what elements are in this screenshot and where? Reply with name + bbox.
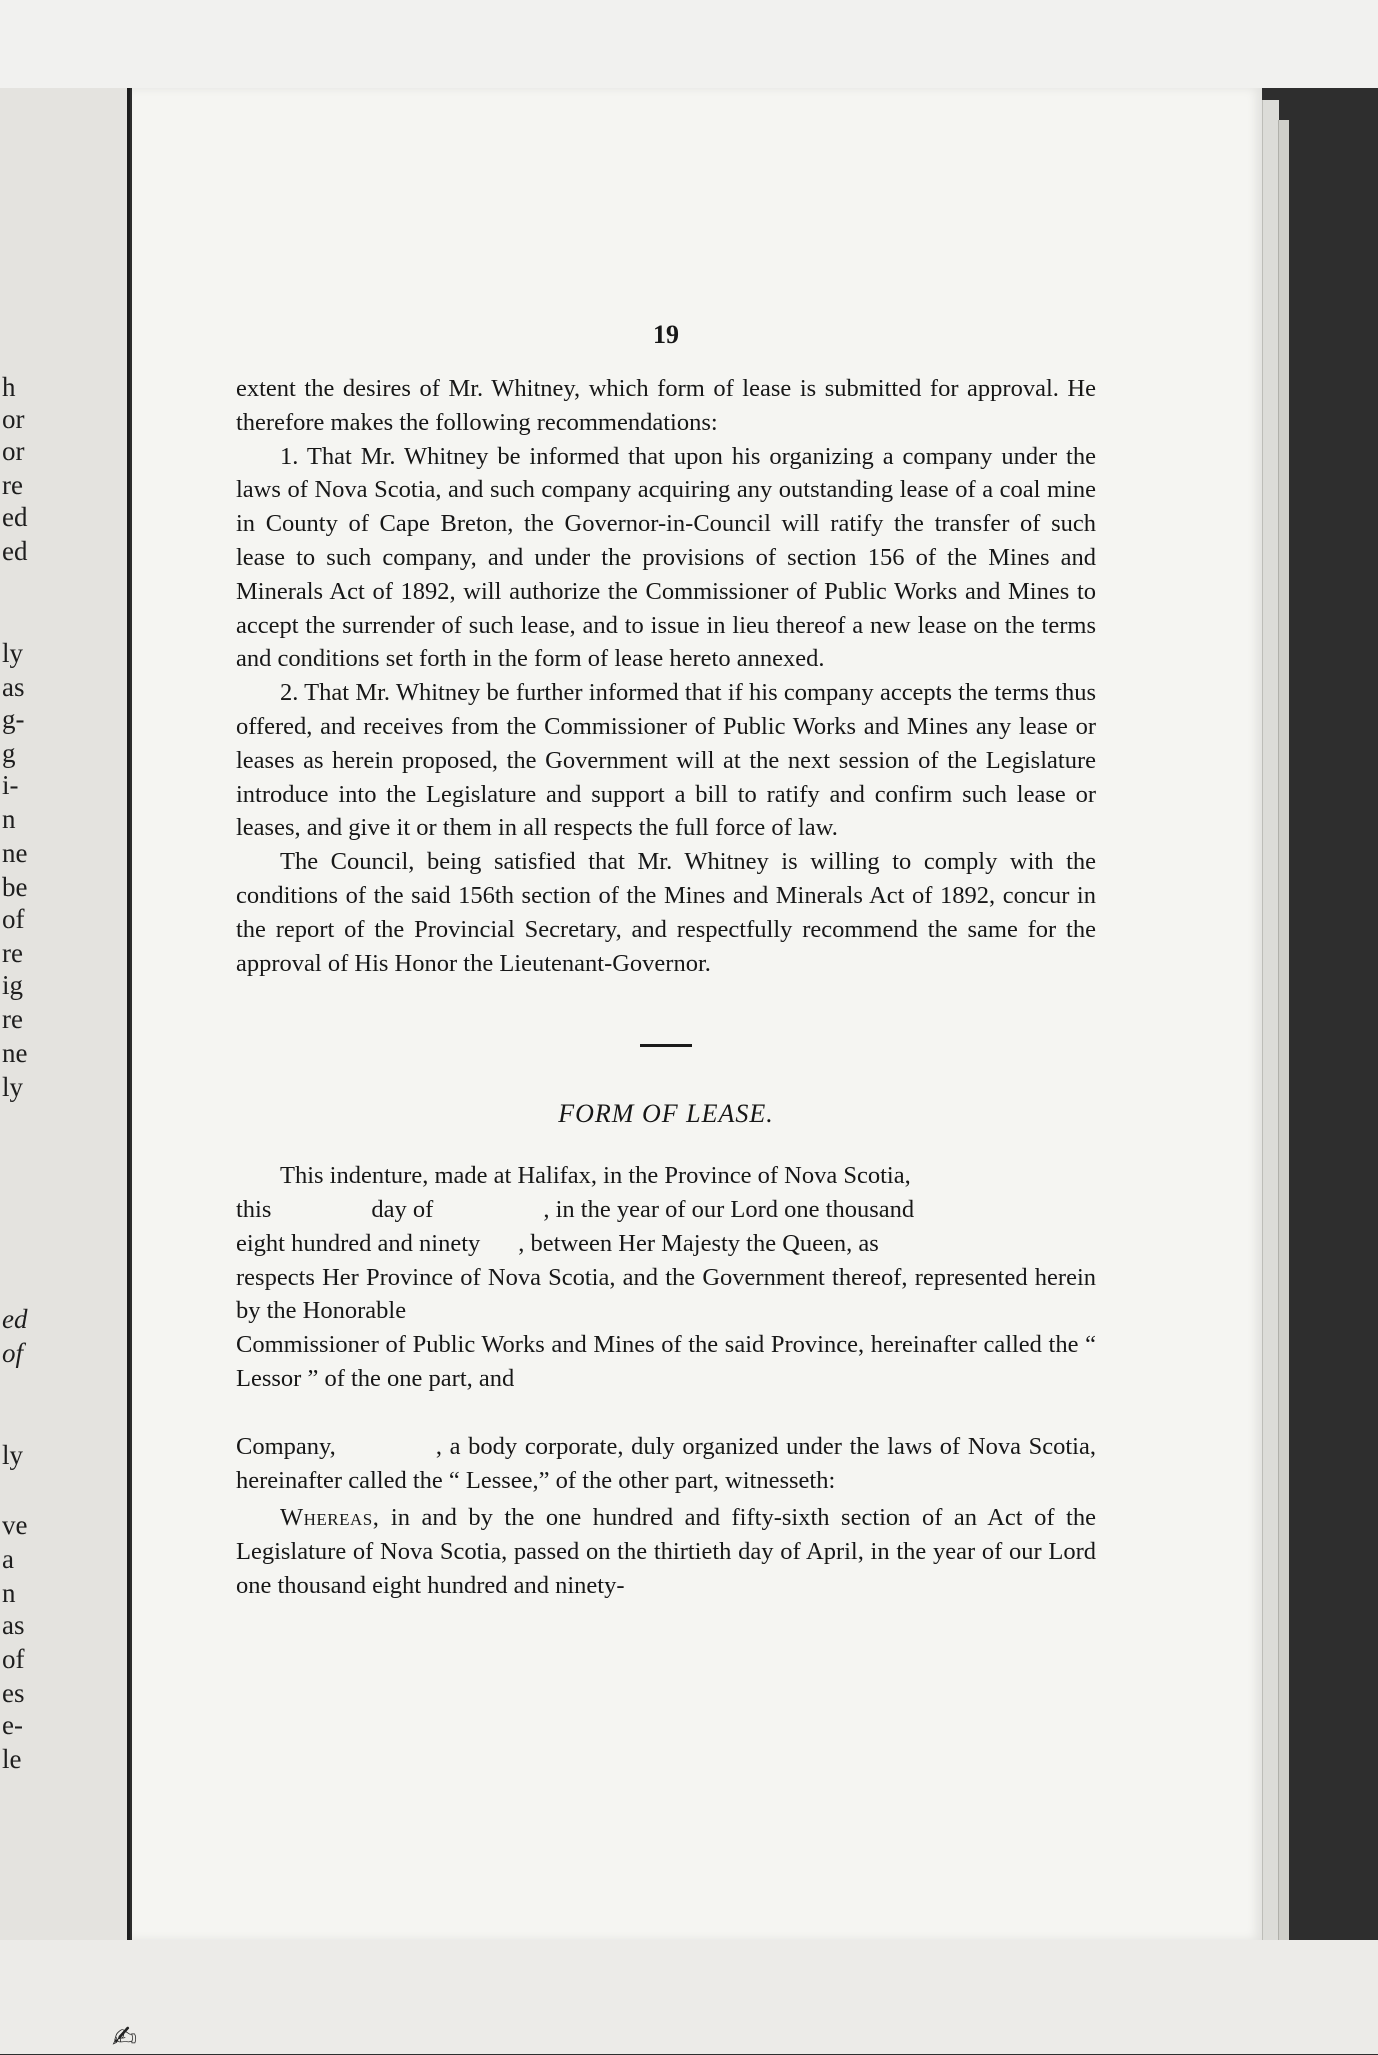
- margin-fragment: e-: [2, 1710, 23, 1740]
- paragraph-continuation: extent the desires of Mr. Whitney, which form of lease is submitted for approval. He therefore makes the following recommendations:: [236, 375, 1096, 436]
- indenture-eight-hundred: eight hundred and ninety: [236, 1229, 481, 1257]
- margin-fragment: of: [2, 1338, 24, 1368]
- blank-line: [236, 1396, 1096, 1430]
- margin-fragment: i-: [2, 770, 19, 800]
- margin-fragment: or: [2, 404, 25, 434]
- indenture-commissioner: Commissioner of Public Works and Mines of the said Province, hereinafter called the “ Lessor ” of the one part, and: [236, 1331, 1096, 1392]
- page-edge: [1278, 120, 1289, 1940]
- whereas-paragraph: [236, 1501, 1096, 1602]
- scan-border-bottom: [0, 1940, 1378, 2054]
- indenture-line-1: This indenture, made at Halifax, in the Province of Nova Scotia,: [280, 1162, 911, 1190]
- margin-fragment: ed: [2, 1304, 28, 1334]
- council-paragraph: The Council, being satisfied that Mr. Whitney is willing to comply with the conditions of the said 156th section of the Mines and Minerals Act of 1892, concur in the report of the Provincial Secretary, and respectfully recommend the same for the approval of His Honor the Lieutenant-Governor.: [236, 848, 1096, 977]
- margin-fragment: le: [2, 1744, 22, 1774]
- page-edge: [1262, 100, 1279, 1940]
- margin-fragment: as: [2, 672, 25, 702]
- indenture-day-of: day of: [371, 1195, 434, 1223]
- margin-fragment: ne: [2, 1038, 28, 1068]
- margin-fragment: a: [2, 1544, 14, 1574]
- margin-fragment: n: [2, 1578, 16, 1608]
- section-divider: [640, 1044, 692, 1047]
- margin-fragment: es: [2, 1678, 25, 1708]
- gutter-line: [127, 88, 130, 1940]
- indenture-between: , between Her Majesty the Queen, as: [518, 1229, 879, 1257]
- margin-fragment: of: [2, 904, 25, 934]
- margin-fragment: ly: [2, 1440, 24, 1470]
- margin-fragment: ed: [2, 536, 28, 566]
- margin-fragment: re: [2, 938, 23, 968]
- page-content: [236, 320, 1096, 1603]
- margin-fragment: ed: [2, 502, 28, 532]
- adjacent-page-fragment: [0, 88, 130, 1940]
- indenture-line-3: [236, 1227, 1096, 1261]
- margin-fragment: n: [2, 804, 16, 834]
- margin-fragment: be: [2, 872, 28, 902]
- margin-fragment: or: [2, 436, 25, 466]
- margin-fragment: re: [2, 470, 23, 500]
- whereas-text: in and by the one hundred and fifty-sixth section of an Act of the Legislature of Nova Scotia, passed on the thirtieth day of April, in the year of our Lord one thousand eight hundred and ninety-: [236, 1504, 1096, 1599]
- form-of-lease-heading: FORM OF LEASE.: [558, 1099, 774, 1129]
- indenture-rest: respects Her Province of Nova Scotia, and the Government thereof, represented herein by the Honorable: [236, 1263, 1096, 1325]
- margin-fragment: ve: [2, 1510, 28, 1540]
- margin-fragment: ly: [2, 1072, 24, 1102]
- recommendation-1: 1. That Mr. Whitney be informed that upon his organizing a company under the laws of Nova Scotia, and such company acquiring any outstanding lease of a coal mine in County of Cape Breton, the Governor-in-Council will ratify the transfer of such lease to such company, and under the provisions of section 156 of the Mines and Minerals Act of 1892, will authorize the Commissioner of Public Works and Mines to accept the surrender of such lease, and to issue in lieu thereof a new lease on the terms and conditions set forth in the form of lease hereto annexed.: [236, 442, 1096, 673]
- margin-fragment: ne: [2, 838, 28, 868]
- page-number: 19: [653, 320, 679, 349]
- recommendation-2: 2. That Mr. Whitney be further informed that if his company accepts the terms thus offered, and receives from the Commissioner of Public Works and Mines any lease or leases as herein proposed, the Government will at the next session of the Legislature introduce into the Legislature and support a bill to ratify and confirm such lease or leases, and give it or them in all respects the full force of law.: [236, 679, 1096, 842]
- whereas-lead: Whereas,: [280, 1504, 380, 1532]
- indenture-paragraph: [236, 1159, 1096, 1396]
- company-rest: , a body corporate, duly organized under the laws of Nova Scotia, hereinafter called the “ Lessee,” of the other part, witnesseth:: [236, 1432, 1096, 1494]
- margin-fragment: g-: [2, 704, 25, 734]
- company-word: Company,: [236, 1432, 336, 1460]
- company-paragraph: [236, 1430, 1096, 1498]
- margin-fragment: re: [2, 1004, 23, 1034]
- indenture-year: , in the year of our Lord one thousand: [543, 1195, 915, 1223]
- indenture-line-2: [236, 1193, 1096, 1227]
- scan-mark-icon: ✍: [112, 2020, 138, 2055]
- margin-fragment: ig: [2, 970, 24, 1000]
- margin-fragment: g: [2, 738, 16, 768]
- indenture-this: this: [236, 1195, 272, 1223]
- margin-fragment: as: [2, 1610, 25, 1640]
- margin-fragment: h: [2, 372, 16, 402]
- scan-border-top: [0, 0, 1378, 88]
- margin-fragment: of: [2, 1644, 25, 1674]
- margin-fragment: ly: [2, 638, 24, 668]
